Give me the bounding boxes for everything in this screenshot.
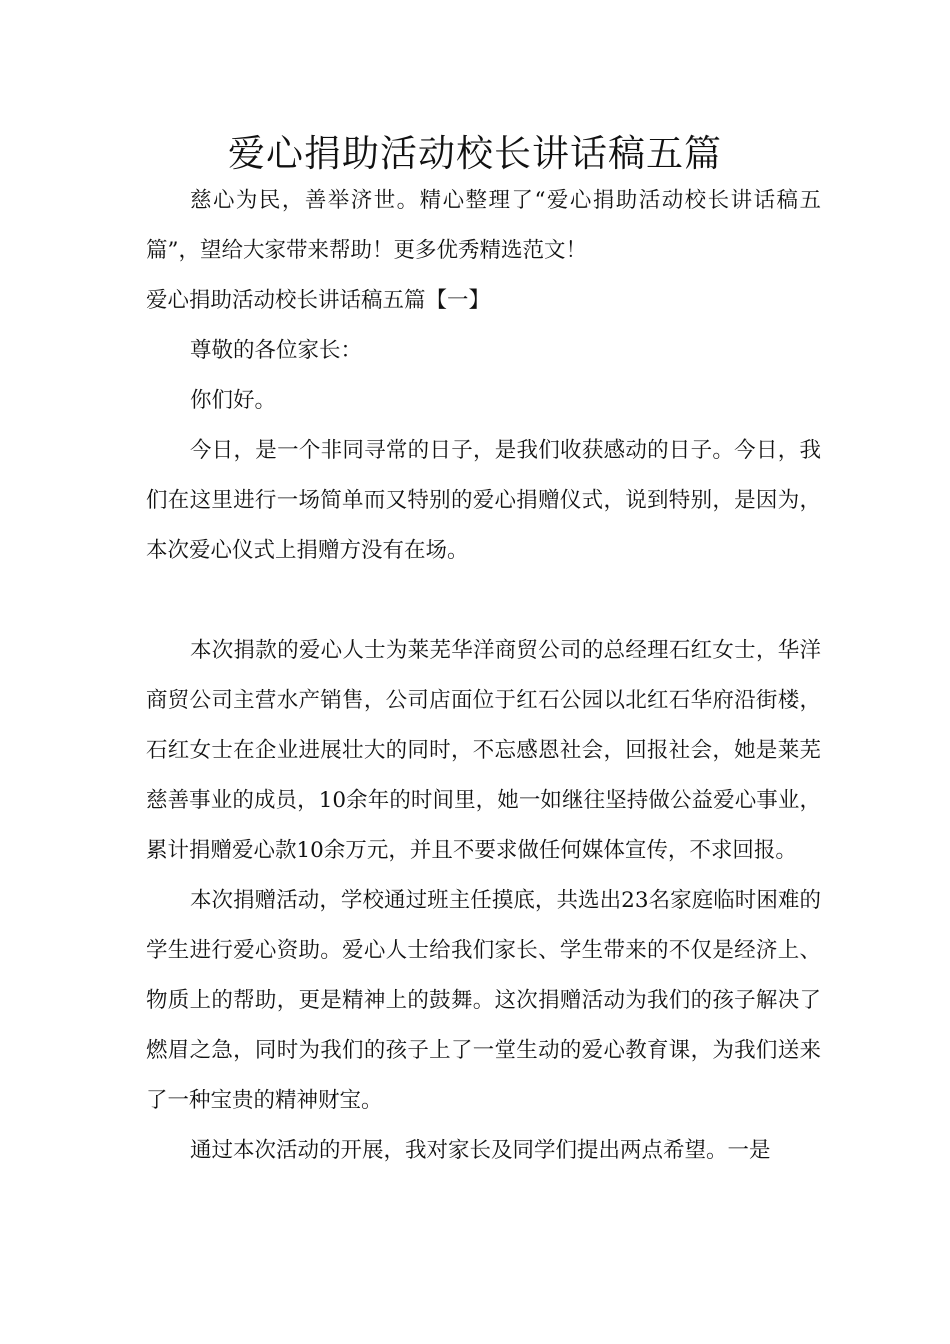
- paragraph-spacer: [146, 576, 821, 626]
- document-title: 爱心捐助活动校长讲话稿五篇: [228, 132, 722, 175]
- intro-paragraph: 慈心为民，善举济世。精心整理了“爱心捐助活动校长讲话稿五篇”，望给大家带来帮助！更多优秀精选范文！: [146, 188, 821, 263]
- body-paragraph: 今日，是一个非同寻常的日子，是我们收获感动的日子。今日，我们在这里进行一场简单而又特别的爱心捐赠仪式，说到特别，是因为，本次爱心仪式上捐赠方没有在场。: [146, 438, 821, 563]
- document-body: [146, 176, 821, 1176]
- body-paragraph: 本次捐赠活动，学校通过班主任摸底，共选出23名家庭临时困难的学生进行爱心资助。爱心人士给我们家长、学生带来的不仅是经济上、物质上的帮助，更是精神上的鼓舞。这次捐赠活动为我们的孩子解决了燃眉之急，同时为我们的孩子上了一堂生动的爱心教育课，为我们送来了一种宝贵的精神财宝。: [146, 888, 821, 1113]
- body-paragraph: 通过本次活动的开展，我对家长及同学们提出两点希望。一是: [190, 1138, 771, 1163]
- greeting: 你们好。: [190, 388, 277, 413]
- section-heading: 爱心捐助活动校长讲话稿五篇【一】: [146, 288, 491, 313]
- salutation: 尊敬的各位家长：: [190, 338, 363, 363]
- body-paragraph: 本次捐款的爱心人士为莱芜华洋商贸公司的总经理石红女士，华洋商贸公司主营水产销售，公司店面位于红石公园以北红石华府沿街楼，石红女士在企业进展壮大的同时，不忘感恩社会，回报社会，她是莱芜慈善事业的成员，10余年的时间里，她一如继往坚持做公益爱心事业，累计捐赠爱心款10余万元，并且不要求做任何媒体宣传，不求回报。: [146, 638, 821, 863]
